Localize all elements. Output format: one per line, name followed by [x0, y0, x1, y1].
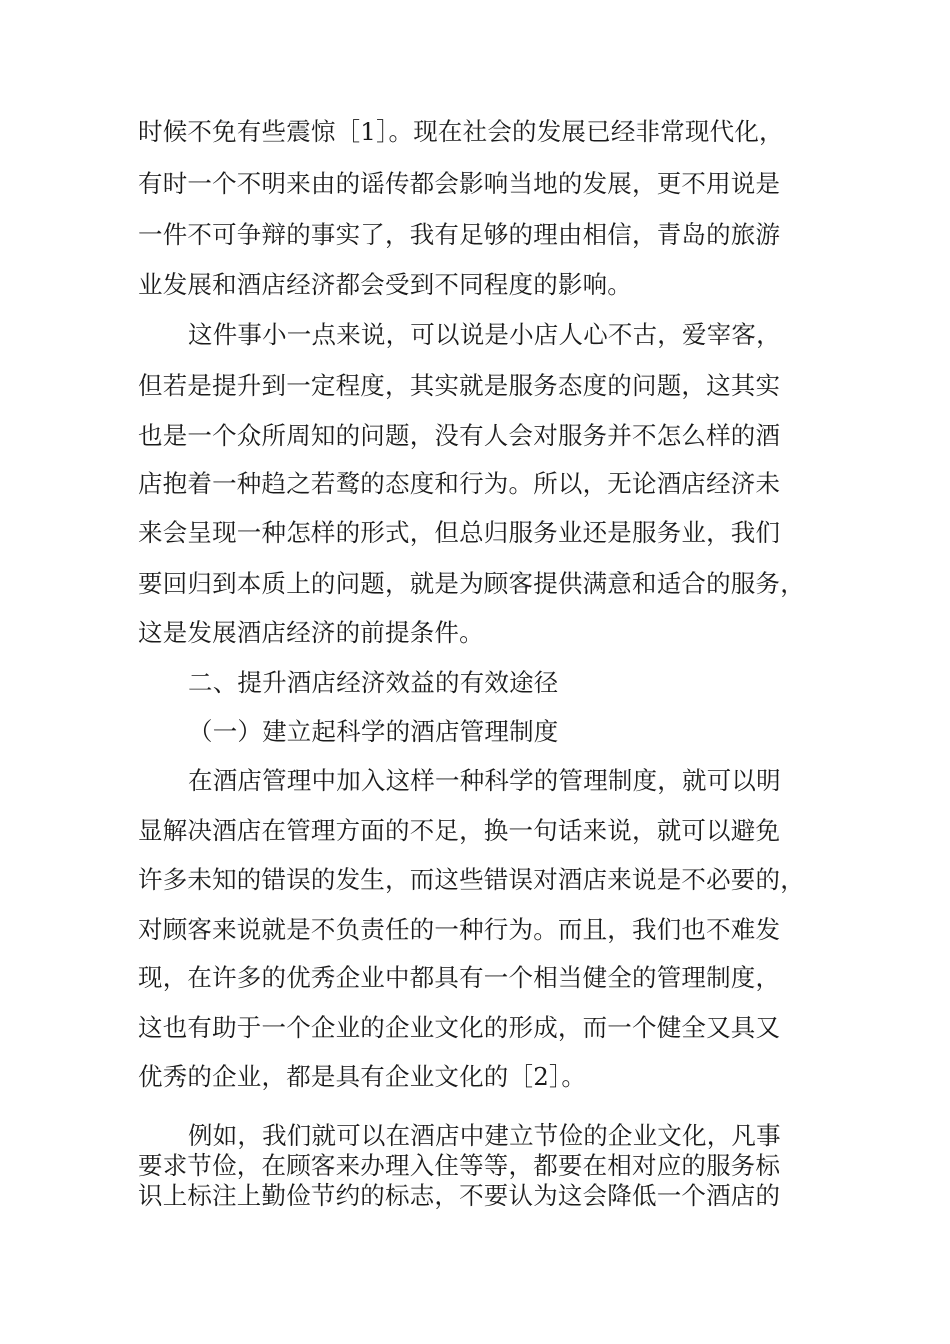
paragraph-line: 要回归到本质上的问题，就是为顾客提供满意和适合的服务， [138, 569, 805, 598]
paragraph-line: 这也有助于一个企业的企业文化的形成，而一个健全又具又 [138, 1013, 781, 1042]
paragraph-line: 优秀的企业，都是具有企业文化的［2］。 [138, 1062, 587, 1091]
paragraph-line: 例如，我们就可以在酒店中建立节俭的企业文化，凡事 [188, 1121, 781, 1150]
paragraph-line: 时候不免有些震惊［1］。现在社会的发展已经非常现代化， [138, 117, 784, 146]
paragraph-line: 但若是提升到一定程度，其实就是服务态度的问题，这其实 [138, 371, 781, 400]
paragraph-line: 显解决酒店在管理方面的不足，换一句话来说，就可以避免 [138, 816, 781, 845]
paragraph-line: 这是发展酒店经济的前提条件。 [138, 618, 484, 647]
paragraph-line: 店抱着一种趋之若鹜的态度和行为。所以，无论酒店经济未 [138, 469, 781, 498]
paragraph-line: 现，在许多的优秀企业中都具有一个相当健全的管理制度， [138, 963, 781, 992]
subsection-heading: （一）建立起科学的酒店管理制度 [188, 717, 559, 746]
paragraph-line: 对顾客来说就是不负责任的一种行为。而且，我们也不难发 [138, 915, 781, 944]
paragraph-line: 来会呈现一种怎样的形式，但总归服务业还是服务业，我们 [138, 518, 781, 547]
paragraph-line: 许多未知的错误的发生，而这些错误对酒店来说是不必要的， [138, 865, 805, 894]
paragraph-line: 业发展和酒店经济都会受到不同程度的影响。 [138, 270, 632, 299]
paragraph-line: 这件事小一点来说，可以说是小店人心不古，爱宰客， [188, 320, 781, 349]
paragraph-line: 一件不可争辩的事实了，我有足够的理由相信，青岛的旅游 [138, 220, 781, 249]
section-heading: 二、提升酒店经济效益的有效途径 [188, 668, 559, 697]
paragraph-line: 识上标注上勤俭节约的标志，不要认为这会降低一个酒店的 [138, 1181, 781, 1210]
paragraph-line: 有时一个不明来由的谣传都会影响当地的发展，更不用说是 [138, 169, 781, 198]
paragraph-line: 在酒店管理中加入这样一种科学的管理制度，就可以明 [188, 766, 781, 795]
paragraph-line: 也是一个众所周知的问题，没有人会对服务并不怎么样的酒 [138, 421, 781, 450]
paragraph-line: 要求节俭，在顾客来办理入住等等，都要在相对应的服务标 [138, 1151, 781, 1180]
